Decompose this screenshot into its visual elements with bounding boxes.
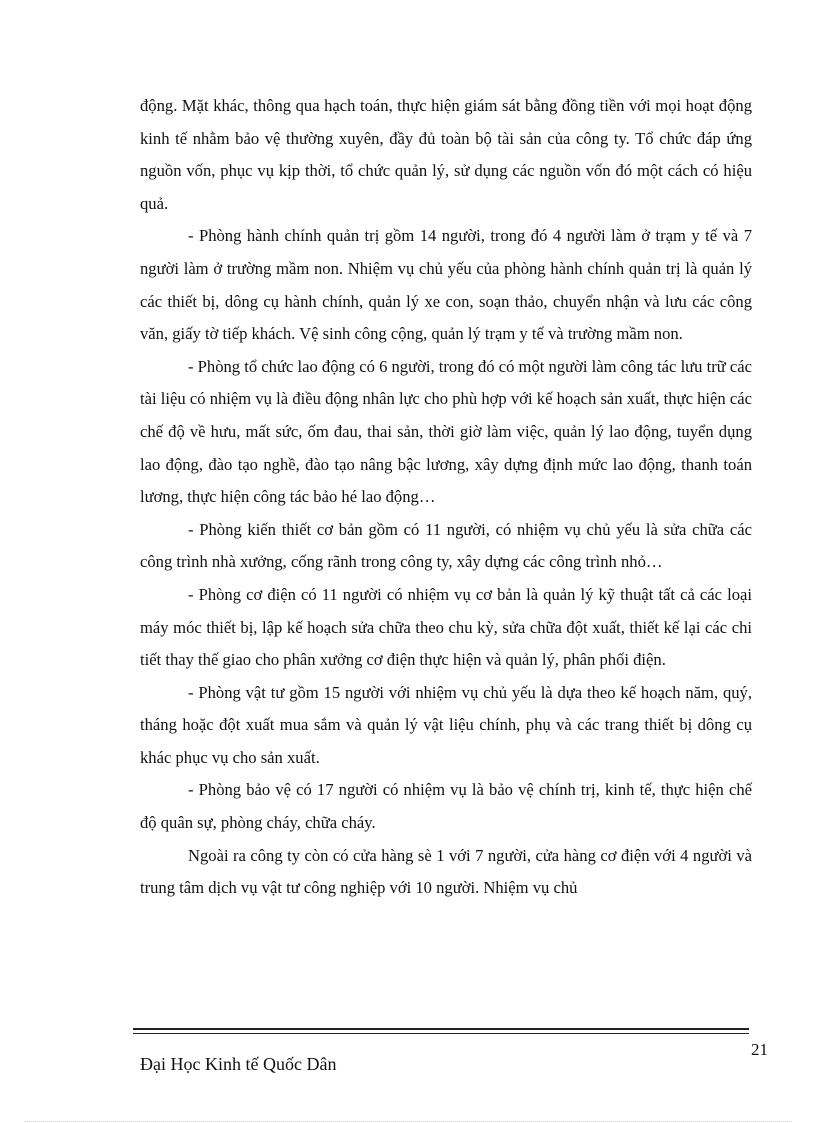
document-body xyxy=(140,90,752,905)
paragraph-security-department: - Phòng bảo vệ có 17 người có nhiệm vụ là bảo vệ chính trị, kinh tế, thực hiện chế độ quân sự, phòng cháy, chữa cháy. xyxy=(140,780,752,833)
paragraph-construction-department: - Phòng kiến thiết cơ bản gồm có 11 người, có nhiệm vụ chủ yếu là sửa chữa các công trình nhà xưởng, cống rãnh trong công ty, xây dựng các công trình nhỏ… xyxy=(140,519,752,572)
paragraph-materials-department: - Phòng vật tư gồm 15 người với nhiệm vụ chủ yếu là dựa theo kế hoạch năm, quý, tháng hoặc đột xuất mua sắm và quản lý vật liệu chính, phụ và các trang thiết bị dông cụ khác phục vụ cho sản xuất. xyxy=(140,682,752,767)
footer-rule-thick xyxy=(133,1028,749,1030)
footer-rule-thin xyxy=(133,1033,749,1034)
paragraph-administration-department: - Phòng hành chính quản trị gồm 14 người, trong đó 4 người làm ở trạm y tế và 7 người làm ở trường mầm non. Nhiệm vụ chủ yếu của phòng hành chính quản trị là quản lý các thiết bị, dông cụ hành chính, quản lý xe con, soạn thảo, chuyển nhận và lưu các công văn, giấy tờ tiếp khách. Vệ sinh công cộng, quản lý trạm y tế và trường mầm non. xyxy=(140,226,752,344)
paragraph-labor-organization-department: - Phòng tổ chức lao động có 6 người, trong đó có một người làm công tác lưu trữ các tài liệu có nhiệm vụ là điều động nhân lực cho phù hợp với kế hoạch sản xuất, thực hiện các chế độ về hưu, mất sức, ốm đau, thai sản, thời giờ làm việc, quản lý lao động, tuyển dụng lao động, đào tạo nghề, đào tạo nâng bậc lương, xây dựng định mức lao động, thanh toán lương, thực hiện công tác bảo hé lao động… xyxy=(140,356,752,507)
page-number: 21 xyxy=(751,1040,768,1059)
page-bottom-edge xyxy=(24,1121,792,1122)
paragraph-continuation: động. Mặt khác, thông qua hạch toán, thực hiện giám sát bằng đồng tiền với mọi hoạt động kinh tế nhằm bảo vệ thường xuyên, đầy đủ toàn bộ tài sản của công ty. Tổ chức đáp ứng nguồn vốn, phục vụ kịp thời, tổ chức quản lý, sử dụng các nguồn vốn đó một cách có hiệu quả. xyxy=(140,96,752,213)
paragraph-mechanical-electrical-department: - Phòng cơ điện có 11 người có nhiệm vụ cơ bản là quản lý kỹ thuật tất cả các loại máy móc thiết bị, lập kế hoạch sửa chữa theo chu kỳ, sửa chữa đột xuất, thiết kế lại các chi tiết thay thế giao cho phân xưởng cơ điện thực hiện và quản lý, phân phối điện. xyxy=(140,584,752,670)
footer-institution: Đại Học Kinh tế Quốc Dân xyxy=(140,1054,337,1074)
paragraph-other-units: Ngoài ra công ty còn có cửa hàng sè 1 với 7 người, cửa hàng cơ điện với 4 người và trung tâm dịch vụ vật tư công nghiệp với 10 người. Nhiệm vụ chủ xyxy=(140,845,752,898)
